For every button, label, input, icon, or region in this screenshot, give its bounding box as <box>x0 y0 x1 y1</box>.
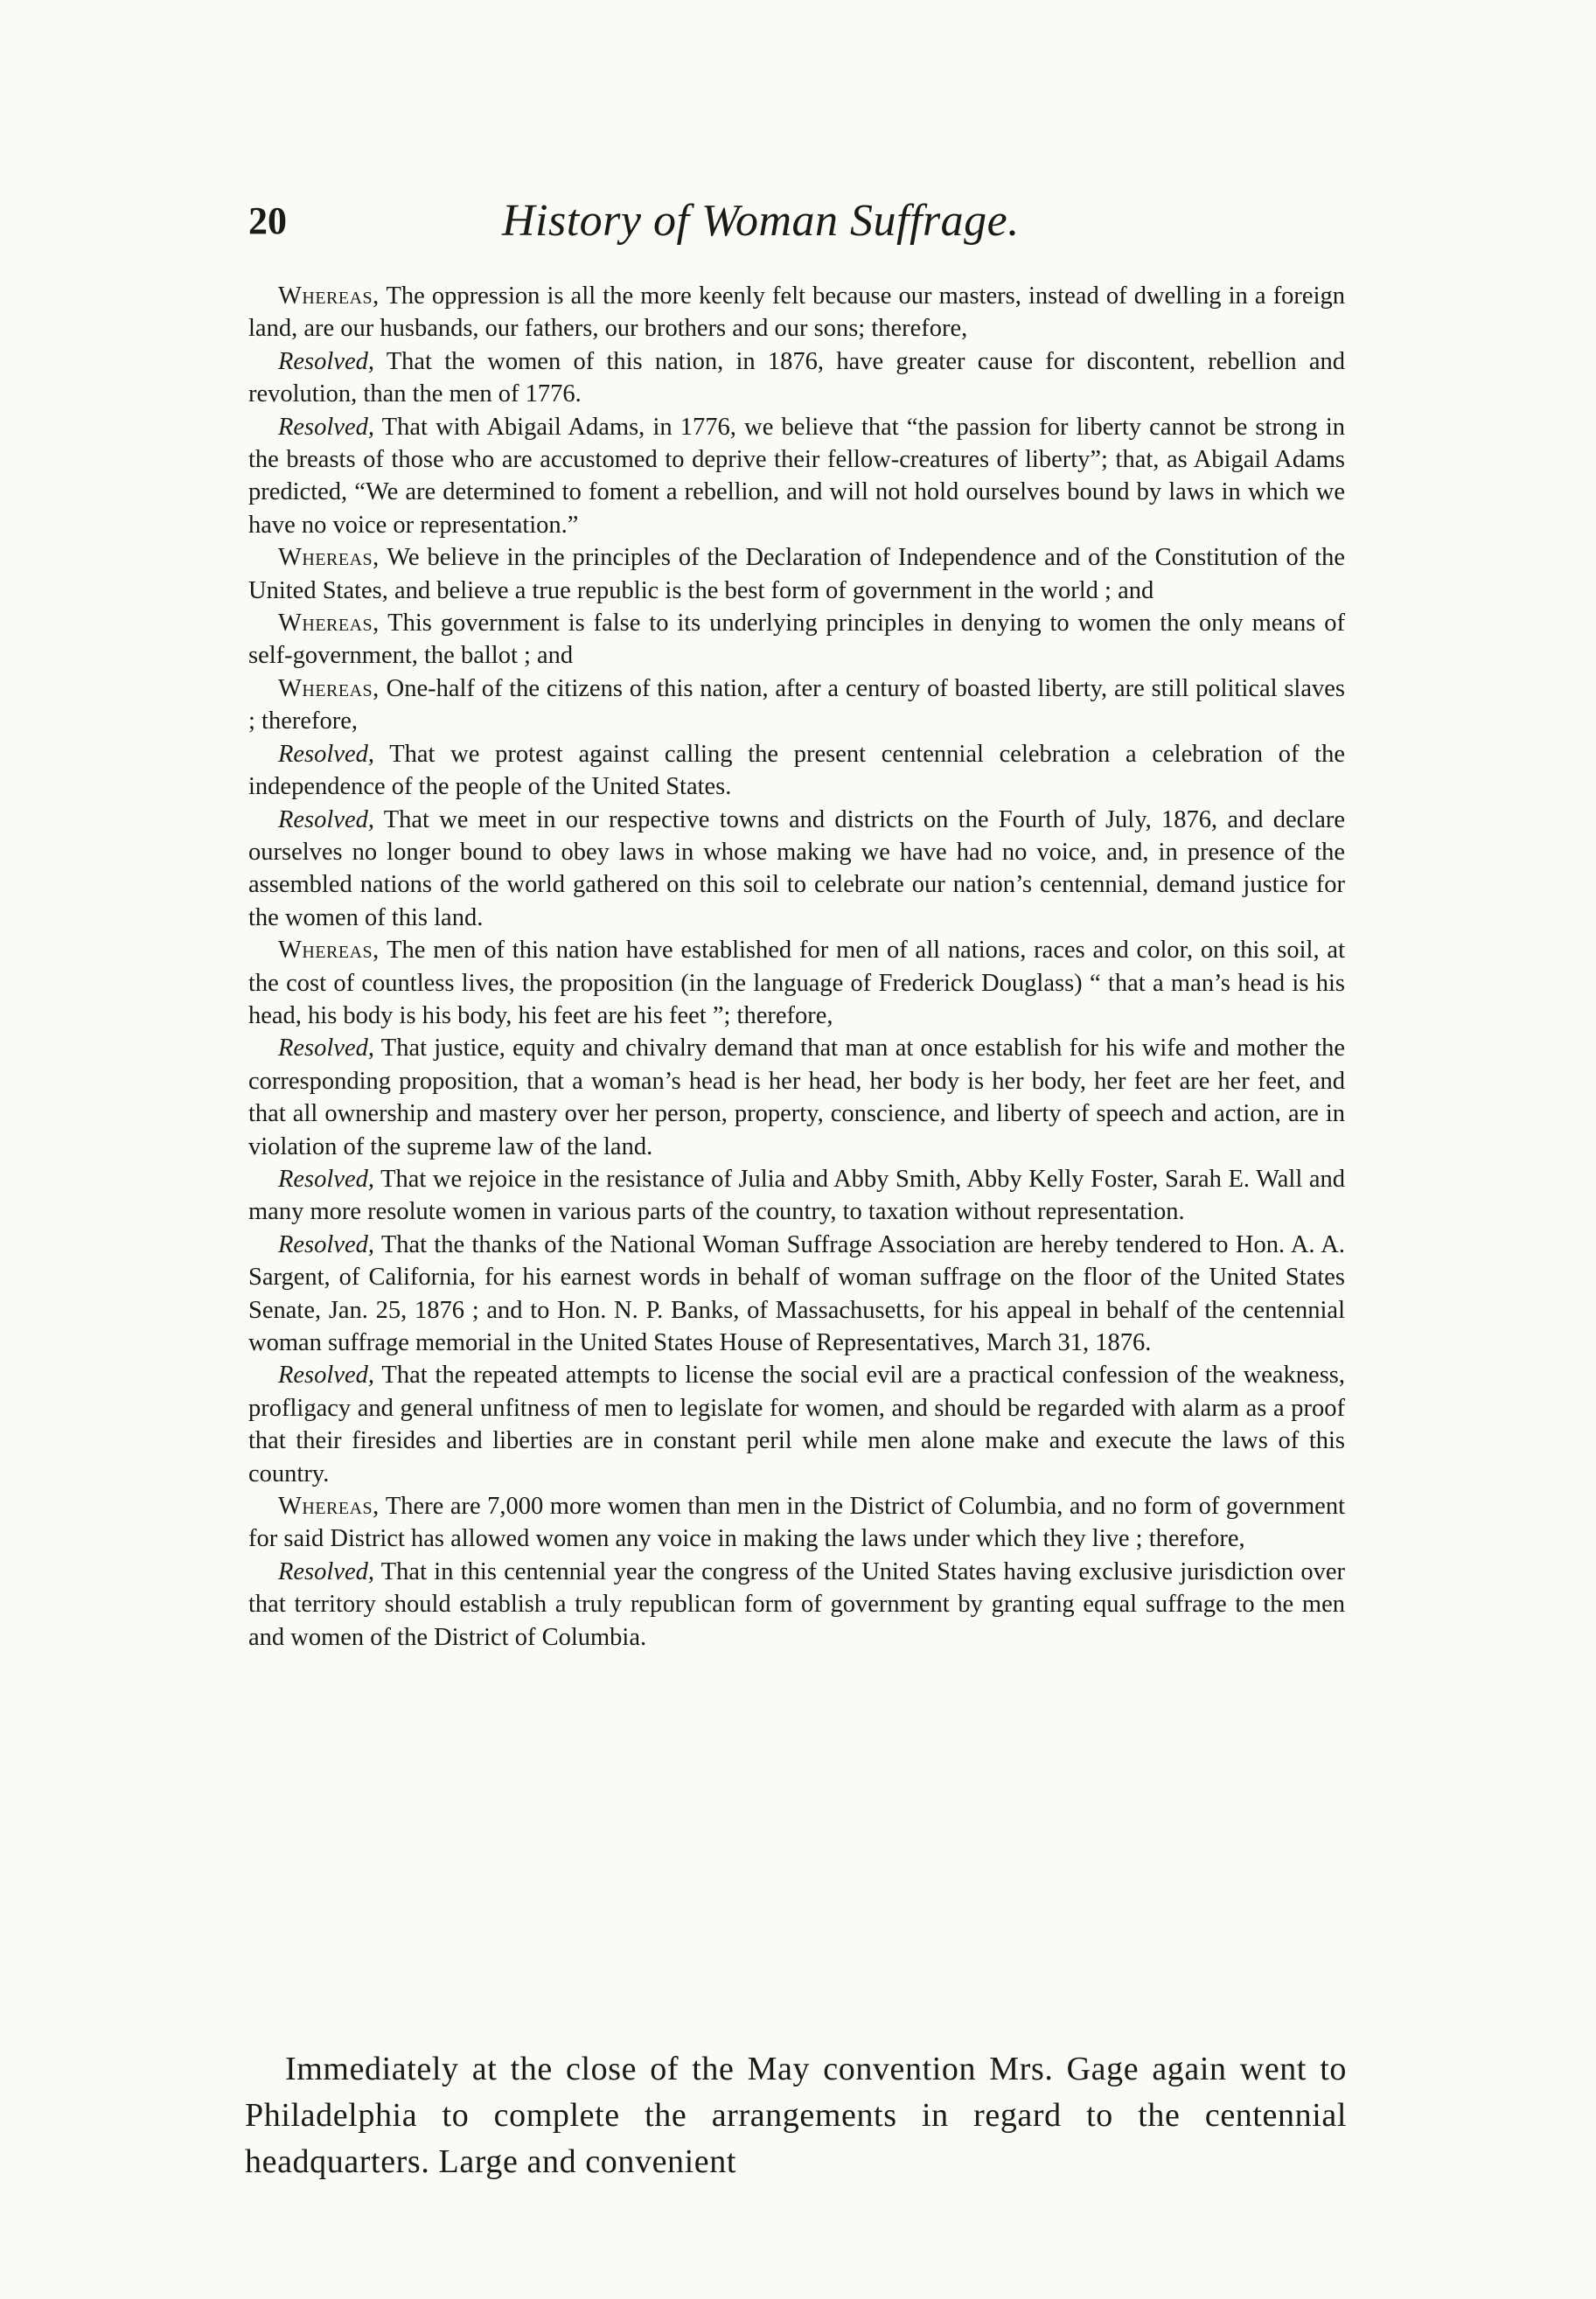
resolution-paragraph <box>248 672 1345 738</box>
paragraph-lead: Resolved, <box>278 1230 374 1258</box>
resolutions-block <box>248 280 1345 1654</box>
paragraph-text: That we protest against calling the present centennial celebration a celebration of the independence of the people of the United States. <box>248 740 1345 801</box>
paragraph-text: That the women of this nation, in 1876, have greater cause for discontent, rebellion and revolution, than the men of 1776. <box>248 347 1345 408</box>
paragraph-lead: Whereas, <box>278 674 380 702</box>
resolution-paragraph <box>248 411 1345 542</box>
paragraph-lead: Whereas, <box>278 282 380 310</box>
paragraph-lead: Whereas, <box>278 544 380 572</box>
resolution-paragraph <box>248 607 1345 672</box>
resolution-paragraph <box>248 541 1345 607</box>
resolution-paragraph <box>248 1556 1345 1654</box>
resolution-paragraph <box>248 804 1345 935</box>
resolution-paragraph <box>248 934 1345 1032</box>
paragraph-text: This government is false to its underlying principles in denying to women the only means of self-government, the ballot ; and <box>248 610 1345 670</box>
paragraph-lead: Resolved, <box>278 1362 374 1390</box>
paragraph-lead: Resolved, <box>278 413 374 441</box>
resolution-paragraph <box>248 738 1345 804</box>
resolution-paragraph <box>248 345 1345 411</box>
paragraph-lead: Whereas, <box>278 1493 380 1521</box>
paragraph-lead: Resolved, <box>278 1035 374 1062</box>
narrative-paragraph: Immediately at the close of the May convention Mrs. Gage again went to Philadelphia to complete the arrangements in regard to the centennial headquarters. Large and convenient <box>245 2051 1347 2180</box>
paragraph-text: We believe in the principles of the Declaration of Independence and of the Constitution of the United States, and believe a true republic is the best form of government in the world ; and <box>248 544 1345 604</box>
paragraph-lead: Resolved, <box>278 805 374 833</box>
paragraph-text: That with Abigail Adams, in 1776, we believe that “the passion for liberty cannot be strong in the breasts of those who are accustomed to deprive their fellow-creatures of liberty”; that, as Abigail Adams predicted, “We are determined to foment a rebellion, and will not hold ourselves bound by laws in which we have no voice or representation.” <box>248 413 1345 539</box>
paragraph-text: The oppression is all the more keenly felt because our masters, instead of dwelling in a foreign land, are our husbands, our fathers, our brothers and our sons; therefore, <box>248 282 1345 343</box>
paragraph-text: That the thanks of the National Woman Suffrage Association are hereby tendered to Hon. A. A. Sargent, of California, for his earnest words in behalf of woman suffrage on the floor of the United States Senate, Jan. 25, 1876 ; and to Hon. N. P. Banks, of Massachusetts, for his appeal in behalf of the centennial woman suffrage memorial in the United States House of Representatives, March 31, 1876. <box>248 1230 1345 1356</box>
paragraph-text: That justice, equity and chivalry demand that man at once establish for his wife and mother the corresponding proposition, that a woman’s head is her head, her body is her body, her feet are her feet, and that all ownership and mastery over her person, property, conscience, and liberty of speech and action, are in violation of the supreme law of the land. <box>248 1035 1345 1160</box>
paragraph-lead: Resolved, <box>278 1557 374 1585</box>
paragraph-text: That we rejoice in the resistance of Julia and Abby Smith, Abby Kelly Foster, Sarah E. Wall and many more resolute women in various parts of the country, to taxation without representation. <box>248 1165 1345 1226</box>
paragraph-text: The men of this nation have established for men of all nations, races and color, on this soil, at the cost of countless lives, the proposition (in the language of Frederick Douglass) “ that a man’s head is his head, his body is his body, his feet are his feet ”; therefore, <box>248 937 1345 1029</box>
resolution-paragraph <box>248 1032 1345 1163</box>
resolution-paragraph <box>248 1229 1345 1360</box>
paragraph-lead: Resolved, <box>278 347 374 375</box>
resolution-paragraph <box>248 1490 1345 1556</box>
resolution-paragraph <box>248 1359 1345 1490</box>
page-header <box>248 191 1350 252</box>
paragraph-lead: Whereas, <box>278 937 380 965</box>
paragraph-text: There are 7,000 more women than men in the District of Columbia, and no form of government for said District has allowed women any voice in making the laws under which they live ; therefore, <box>248 1493 1345 1553</box>
paragraph-text: That in this centennial year the congress of the United States having exclusive jurisdiction over that territory should establish a truly republican form of government by granting equal suffrage to the men and women of the District of Columbia. <box>248 1557 1345 1651</box>
paragraph-lead: Resolved, <box>278 740 374 768</box>
running-title: History of Woman Suffrage. <box>502 196 1020 246</box>
paragraph-text: That the repeated attempts to license the social evil are a practical confession of the weakness, profligacy and general unfitness of men to legislate for women, and should be regarded with alarm as a proof that their firesides and liberties are in constant peril while men alone make and execute the laws of this country. <box>248 1362 1345 1487</box>
paragraph-lead: Resolved, <box>278 1165 374 1193</box>
page-number: 20 <box>248 199 287 242</box>
resolution-paragraph <box>248 1163 1345 1229</box>
paragraph-lead: Whereas, <box>278 610 380 637</box>
paragraph-text: That we meet in our respective towns and districts on the Fourth of July, 1876, and declare ourselves no longer bound to obey laws in whose making we have had no voice, and, in presence of the assembled nations of the world gathered on this soil to celebrate our nation’s centennial, demand justice for the women of this land. <box>248 805 1345 931</box>
resolution-paragraph <box>248 280 1345 345</box>
paragraph-text: One-half of the citizens of this nation, after a century of boasted liberty, are still political slaves ; therefore, <box>248 674 1345 735</box>
